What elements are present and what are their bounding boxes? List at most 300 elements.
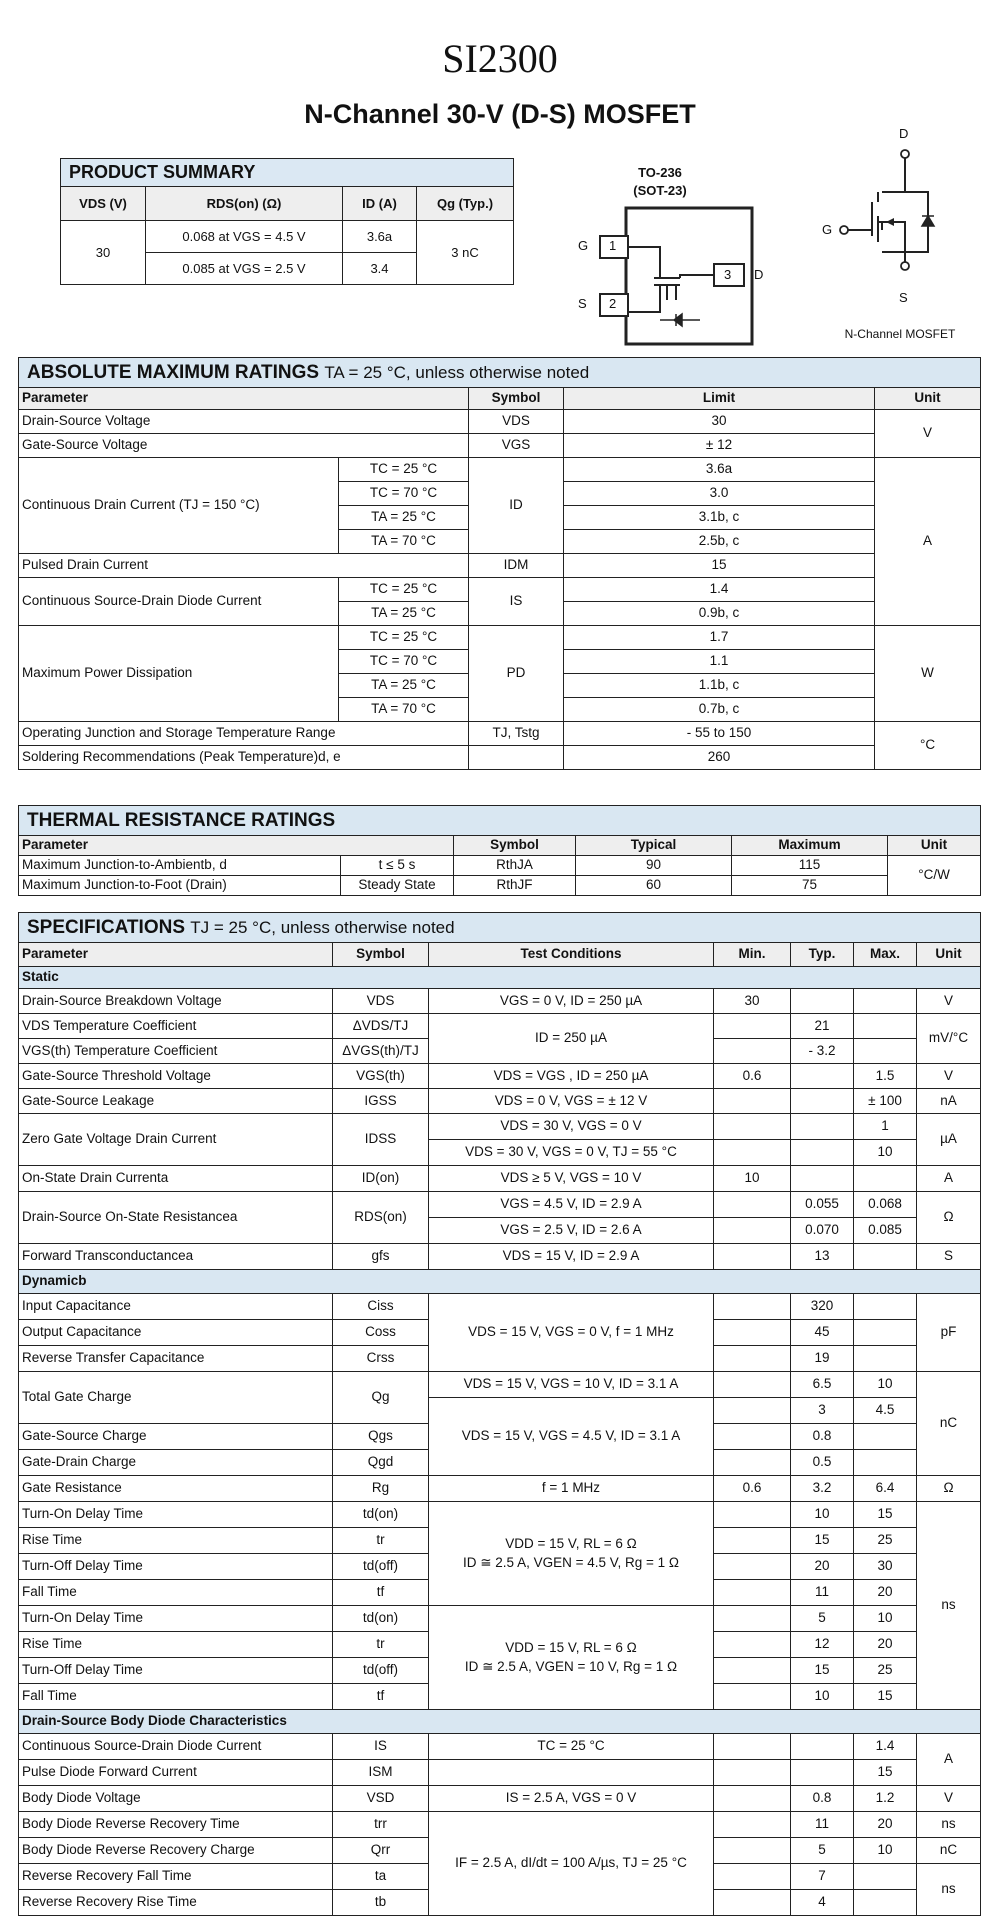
spec-symbol: ta [333,1864,429,1890]
thermal-typ: 60 [576,876,732,896]
spec-header: Max. [854,943,917,967]
spec-typ: 15 [791,1658,854,1684]
spec-max: 20 [854,1580,917,1606]
amr-unit: A [875,458,981,626]
spec-max [854,1244,917,1270]
amr-unit: °C [875,722,981,770]
package-pin-label: S [578,296,587,311]
spec-param: Turn-Off Delay Time [19,1554,333,1580]
spec-heading-text: SPECIFICATIONS [27,916,185,938]
spec-symbol: Rg [333,1476,429,1502]
thermal-cond: Steady State [341,876,454,896]
spec-symbol: td(on) [333,1502,429,1528]
spec-typ [791,1166,854,1192]
amr-symbol: IDM [469,554,564,578]
spec-unit: nC [917,1372,981,1476]
spec-unit: µA [917,1114,981,1166]
spec-cond: VDS = 15 V, VGS = 0 V, f = 1 MHz [429,1294,714,1372]
spec-cond: ID = 250 µA [429,1014,714,1064]
spec-cond: f = 1 MHz [429,1476,714,1502]
spec-max: 25 [854,1658,917,1684]
amr-cond: TA = 25 °C [339,506,469,530]
spec-min [714,1580,791,1606]
amr-symbol: IS [469,578,564,626]
spec-max: 1.4 [854,1734,917,1760]
spec-typ: 0.055 [791,1192,854,1218]
spec-min [714,1089,791,1114]
spec-param: Rise Time [19,1528,333,1554]
spec-cond: TC = 25 °C [429,1734,714,1760]
specifications-table [18,912,981,1916]
package-name: TO-236 [638,165,682,180]
spec-max [854,1346,917,1372]
spec-cond [429,1606,714,1710]
spec-cond-line: ID ≅ 2.5 A, VGEN = 10 V, Rg = 1 Ω [464,1658,678,1674]
spec-symbol: tf [333,1580,429,1606]
spec-unit: V [917,989,981,1014]
spec-typ: 20 [791,1554,854,1580]
spec-min [714,1398,791,1424]
spec-max [854,1424,917,1450]
thermal-header: Symbol [454,836,576,856]
amr-cond: TA = 70 °C [339,698,469,722]
spec-param: Fall Time [19,1580,333,1606]
spec-typ [791,1114,854,1140]
spec-symbol: Qgs [333,1424,429,1450]
spec-min [714,1218,791,1244]
spec-typ: 0.8 [791,1424,854,1450]
spec-typ: 7 [791,1864,854,1890]
amr-param: Maximum Power Dissipation [19,626,339,722]
spec-symbol: VSD [333,1786,429,1812]
spec-typ: 12 [791,1632,854,1658]
spec-max: 1 [854,1114,917,1140]
spec-symbol: tr [333,1528,429,1554]
spec-symbol: ID(on) [333,1166,429,1192]
spec-heading [19,913,981,943]
spec-param: Reverse Transfer Capacitance [19,1346,333,1372]
product-summary-table [60,158,514,285]
spec-max: 30 [854,1554,917,1580]
spec-max [854,1864,917,1890]
spec-symbol: ISM [333,1760,429,1786]
spec-param: VDS Temperature Coefficient [19,1014,333,1039]
amr-heading [19,358,981,388]
thermal-heading: THERMAL RESISTANCE RATINGS [19,806,981,836]
spec-param: Continuous Source-Drain Diode Current [19,1734,333,1760]
amr-cond: TA = 25 °C [339,674,469,698]
spec-unit: nC [917,1838,981,1864]
amr-unit: V [875,410,981,458]
spec-max: 15 [854,1760,917,1786]
spec-cond: VDS ≥ 5 V, VGS = 10 V [429,1166,714,1192]
amr-param: Gate-Source Voltage [19,434,469,458]
spec-cond: VDS = 0 V, VGS = ± 12 V [429,1089,714,1114]
amr-limit: ± 12 [564,434,875,458]
spec-heading-condition: TJ = 25 °C, unless otherwise noted [190,917,455,937]
spec-cond [429,1760,714,1786]
amr-cond: TC = 25 °C [339,626,469,650]
spec-param: Forward Transconductancea [19,1244,333,1270]
spec-unit: ns [917,1812,981,1838]
amr-limit: 3.1b, c [564,506,875,530]
package-pin-number: 1 [609,238,617,253]
spec-param: Turn-On Delay Time [19,1606,333,1632]
symbol-caption: N-Channel MOSFET [844,327,956,341]
spec-typ: 45 [791,1320,854,1346]
amr-unit: W [875,626,981,722]
spec-max: 10 [854,1838,917,1864]
amr-heading-text: ABSOLUTE MAXIMUM RATINGS [27,361,320,383]
spec-symbol: tr [333,1632,429,1658]
spec-param: Body Diode Reverse Recovery Time [19,1812,333,1838]
spec-typ: 6.5 [791,1372,854,1398]
spec-param: Body Diode Reverse Recovery Charge [19,1838,333,1864]
spec-param: Drain-Source Breakdown Voltage [19,989,333,1014]
spec-unit: pF [917,1294,981,1372]
spec-param: Input Capacitance [19,1294,333,1320]
amr-limit: - 55 to 150 [564,722,875,746]
spec-max: 25 [854,1528,917,1554]
amr-param: Continuous Source-Drain Diode Current [19,578,339,626]
amr-header: Symbol [469,388,564,410]
spec-min [714,1554,791,1580]
spec-symbol: Qg [333,1372,429,1424]
spec-symbol: RDS(on) [333,1192,429,1244]
thermal-header: Parameter [19,836,454,856]
spec-cond-line: VDD = 15 V, RL = 6 Ω [505,1640,637,1656]
amr-symbol: TJ, Tstg [469,722,564,746]
spec-symbol: td(on) [333,1606,429,1632]
spec-unit: V [917,1786,981,1812]
spec-unit: nA [917,1089,981,1114]
spec-max [854,989,917,1014]
spec-param: Gate-Source Charge [19,1424,333,1450]
spec-cond: VGS = 4.5 V, ID = 2.9 A [429,1192,714,1218]
page-title: SI2300 [442,36,558,81]
spec-typ: 15 [791,1528,854,1554]
thermal-param: Maximum Junction-to-Ambientb, d [19,856,341,876]
summary-id: 3.4 [343,253,417,285]
spec-min [714,1864,791,1890]
spec-cond: VGS = 2.5 V, ID = 2.6 A [429,1218,714,1244]
spec-max [854,1294,917,1320]
spec-param: Fall Time [19,1684,333,1710]
spec-param: VGS(th) Temperature Coefficient [19,1039,333,1064]
amr-limit: 260 [564,746,875,770]
spec-min [714,1528,791,1554]
spec-symbol: td(off) [333,1554,429,1580]
spec-typ: 21 [791,1014,854,1039]
spec-max: 15 [854,1684,917,1710]
spec-header: Min. [714,943,791,967]
amr-limit: 15 [564,554,875,578]
spec-param: Zero Gate Voltage Drain Current [19,1114,333,1166]
spec-symbol: trr [333,1812,429,1838]
spec-min [714,1320,791,1346]
spec-typ: 0.070 [791,1218,854,1244]
spec-min: 30 [714,989,791,1014]
amr-symbol: VGS [469,434,564,458]
spec-symbol: ΔVGS(th)/TJ [333,1039,429,1064]
spec-unit: ns [917,1502,981,1710]
spec-min [714,1424,791,1450]
spec-symbol: Coss [333,1320,429,1346]
spec-param: Turn-On Delay Time [19,1502,333,1528]
amr-limit: 30 [564,410,875,434]
spec-max: 0.085 [854,1218,917,1244]
thermal-cond: t ≤ 5 s [341,856,454,876]
spec-cond: IS = 2.5 A, VGS = 0 V [429,1786,714,1812]
symbol-gate-label: G [822,222,833,237]
spec-min [714,1658,791,1684]
thermal-max: 75 [732,876,888,896]
thermal-symbol: RthJA [454,856,576,876]
spec-min [714,1890,791,1916]
package-pin-label: D [754,267,764,282]
spec-param: Total Gate Charge [19,1372,333,1424]
spec-max: 6.4 [854,1476,917,1502]
summary-header: VDS (V) [61,187,146,221]
spec-param: Gate-Source Leakage [19,1089,333,1114]
thermal-symbol: RthJF [454,876,576,896]
amr-limit: 3.0 [564,482,875,506]
thermal-unit: °C/W [888,856,981,896]
spec-param: Turn-Off Delay Time [19,1658,333,1684]
spec-typ: 11 [791,1812,854,1838]
spec-max [854,1320,917,1346]
spec-section-dynamic: Dynamicb [19,1270,981,1294]
spec-unit: ns [917,1864,981,1916]
spec-max: 4.5 [854,1398,917,1424]
spec-section-static: Static [19,967,981,989]
spec-unit: A [917,1734,981,1786]
spec-min [714,1450,791,1476]
spec-symbol: VDS [333,989,429,1014]
amr-param: Continuous Drain Current (TJ = 150 °C) [19,458,339,554]
package-pin-number: 3 [724,267,732,282]
spec-param: Pulse Diode Forward Current [19,1760,333,1786]
spec-typ: 5 [791,1606,854,1632]
spec-max: 10 [854,1372,917,1398]
spec-cond-line: VDD = 15 V, RL = 6 Ω [505,1536,637,1552]
spec-param: Drain-Source On-State Resistancea [19,1192,333,1244]
amr-limit: 0.7b, c [564,698,875,722]
spec-symbol: IDSS [333,1114,429,1166]
amr-limit: 3.6a [564,458,875,482]
amr-limit: 2.5b, c [564,530,875,554]
spec-symbol: IGSS [333,1089,429,1114]
summary-id: 3.6a [343,221,417,253]
amr-heading-condition: TA = 25 °C, unless otherwise noted [324,362,590,382]
spec-symbol: ΔVDS/TJ [333,1014,429,1039]
spec-max: 0.068 [854,1192,917,1218]
spec-typ [791,1760,854,1786]
spec-min [714,1140,791,1166]
spec-typ: 11 [791,1580,854,1606]
spec-typ: 0.8 [791,1786,854,1812]
amr-limit: 1.1b, c [564,674,875,698]
amr-param: Drain-Source Voltage [19,410,469,434]
page-subtitle: N-Channel 30-V (D-S) MOSFET [304,99,696,129]
mosfet-schematic-symbol [820,140,950,280]
spec-typ [791,1734,854,1760]
spec-min [714,1812,791,1838]
package-pin-number: 2 [609,296,617,311]
amr-cond: TC = 25 °C [339,458,469,482]
spec-cond: VDS = 30 V, VGS = 0 V [429,1114,714,1140]
spec-min [714,1114,791,1140]
spec-param: Body Diode Voltage [19,1786,333,1812]
spec-max: 10 [854,1140,917,1166]
amr-header: Parameter [19,388,469,410]
spec-typ: 4 [791,1890,854,1916]
spec-param: Rise Time [19,1632,333,1658]
spec-min [714,1192,791,1218]
summary-header: ID (A) [343,187,417,221]
amr-limit: 0.9b, c [564,602,875,626]
spec-max [854,1014,917,1039]
spec-min [714,1606,791,1632]
spec-symbol: VGS(th) [333,1064,429,1089]
amr-cond: TC = 70 °C [339,482,469,506]
amr-header: Unit [875,388,981,410]
spec-max: 10 [854,1606,917,1632]
spec-header: Parameter [19,943,333,967]
spec-unit: V [917,1064,981,1089]
amr-param: Pulsed Drain Current [19,554,469,578]
spec-typ [791,989,854,1014]
spec-max: 1.5 [854,1064,917,1089]
summary-vds: 30 [61,221,146,285]
spec-symbol: Qrr [333,1838,429,1864]
spec-symbol: tb [333,1890,429,1916]
spec-symbol: gfs [333,1244,429,1270]
spec-min: 10 [714,1166,791,1192]
thermal-resistance-table [18,805,981,896]
thermal-typ: 90 [576,856,732,876]
product-summary-heading: PRODUCT SUMMARY [61,159,514,187]
thermal-header: Unit [888,836,981,856]
spec-typ: 3 [791,1398,854,1424]
spec-param: Reverse Recovery Fall Time [19,1864,333,1890]
spec-symbol: Ciss [333,1294,429,1320]
spec-min: 0.6 [714,1476,791,1502]
amr-symbol [469,746,564,770]
spec-typ: 3.2 [791,1476,854,1502]
spec-min [714,1760,791,1786]
spec-unit: Ω [917,1476,981,1502]
spec-symbol: tf [333,1684,429,1710]
spec-min [714,1502,791,1528]
spec-symbol: td(off) [333,1658,429,1684]
spec-max: ± 100 [854,1089,917,1114]
spec-typ: - 3.2 [791,1039,854,1064]
amr-param: Soldering Recommendations (Peak Temperature)d, e [19,746,469,770]
spec-unit: S [917,1244,981,1270]
spec-min [714,1632,791,1658]
spec-param: Reverse Recovery Rise Time [19,1890,333,1916]
absolute-maximum-ratings-table [18,357,981,770]
spec-min [714,1372,791,1398]
spec-param: Gate-Drain Charge [19,1450,333,1476]
spec-param: On-State Drain Currenta [19,1166,333,1192]
spec-symbol: Crss [333,1346,429,1372]
spec-header: Symbol [333,943,429,967]
spec-typ: 320 [791,1294,854,1320]
spec-header: Unit [917,943,981,967]
amr-cond: TC = 70 °C [339,650,469,674]
thermal-header: Typical [576,836,732,856]
package-outline-diagram [570,200,770,350]
spec-cond: VDS = VGS , ID = 250 µA [429,1064,714,1089]
spec-typ: 10 [791,1502,854,1528]
spec-cond: IF = 2.5 A, dI/dt = 100 A/µs, TJ = 25 °C [429,1812,714,1916]
spec-max [854,1450,917,1476]
spec-min: 0.6 [714,1064,791,1089]
spec-param: Output Capacitance [19,1320,333,1346]
spec-max [854,1039,917,1064]
spec-header: Test Conditions [429,943,714,967]
spec-max: 20 [854,1632,917,1658]
symbol-source-label: S [899,290,908,305]
spec-max: 1.2 [854,1786,917,1812]
amr-symbol: PD [469,626,564,722]
spec-min [714,1244,791,1270]
spec-cond-line: ID ≅ 2.5 A, VGEN = 4.5 V, Rg = 1 Ω [462,1554,679,1570]
spec-cond [429,1502,714,1606]
spec-cond: VDS = 30 V, VGS = 0 V, TJ = 55 °C [429,1140,714,1166]
spec-max [854,1890,917,1916]
amr-limit: 1.4 [564,578,875,602]
spec-max [854,1166,917,1192]
spec-min [714,1039,791,1064]
spec-typ: 0.5 [791,1450,854,1476]
amr-cond: TC = 25 °C [339,578,469,602]
spec-typ: 13 [791,1244,854,1270]
amr-param: Operating Junction and Storage Temperature Range [19,722,469,746]
thermal-header: Maximum [732,836,888,856]
spec-unit: A [917,1166,981,1192]
spec-param: Gate Resistance [19,1476,333,1502]
spec-unit: mV/°C [917,1014,981,1064]
summary-rds: 0.068 at VGS = 4.5 V [146,221,343,253]
amr-symbol: VDS [469,410,564,434]
spec-typ: 10 [791,1684,854,1710]
spec-min [714,1734,791,1760]
summary-rds: 0.085 at VGS = 2.5 V [146,253,343,285]
spec-typ: 5 [791,1838,854,1864]
spec-max: 20 [854,1812,917,1838]
spec-min [714,1838,791,1864]
spec-cond: VDS = 15 V, VGS = 10 V, ID = 3.1 A [429,1372,714,1398]
summary-header: RDS(on) (Ω) [146,187,343,221]
amr-limit: 1.7 [564,626,875,650]
symbol-drain-label: D [899,126,909,141]
spec-min [714,1294,791,1320]
spec-min [714,1786,791,1812]
package-alt-name: (SOT-23) [633,183,687,198]
spec-cond: VDS = 15 V, ID = 2.9 A [429,1244,714,1270]
summary-header: Qg (Typ.) [417,187,514,221]
amr-cond: TA = 25 °C [339,602,469,626]
spec-min [714,1014,791,1039]
amr-cond: TA = 70 °C [339,530,469,554]
spec-cond: VDS = 15 V, VGS = 4.5 V, ID = 3.1 A [429,1398,714,1476]
spec-symbol: Qgd [333,1450,429,1476]
thermal-param: Maximum Junction-to-Foot (Drain) [19,876,341,896]
amr-symbol: ID [469,458,564,554]
